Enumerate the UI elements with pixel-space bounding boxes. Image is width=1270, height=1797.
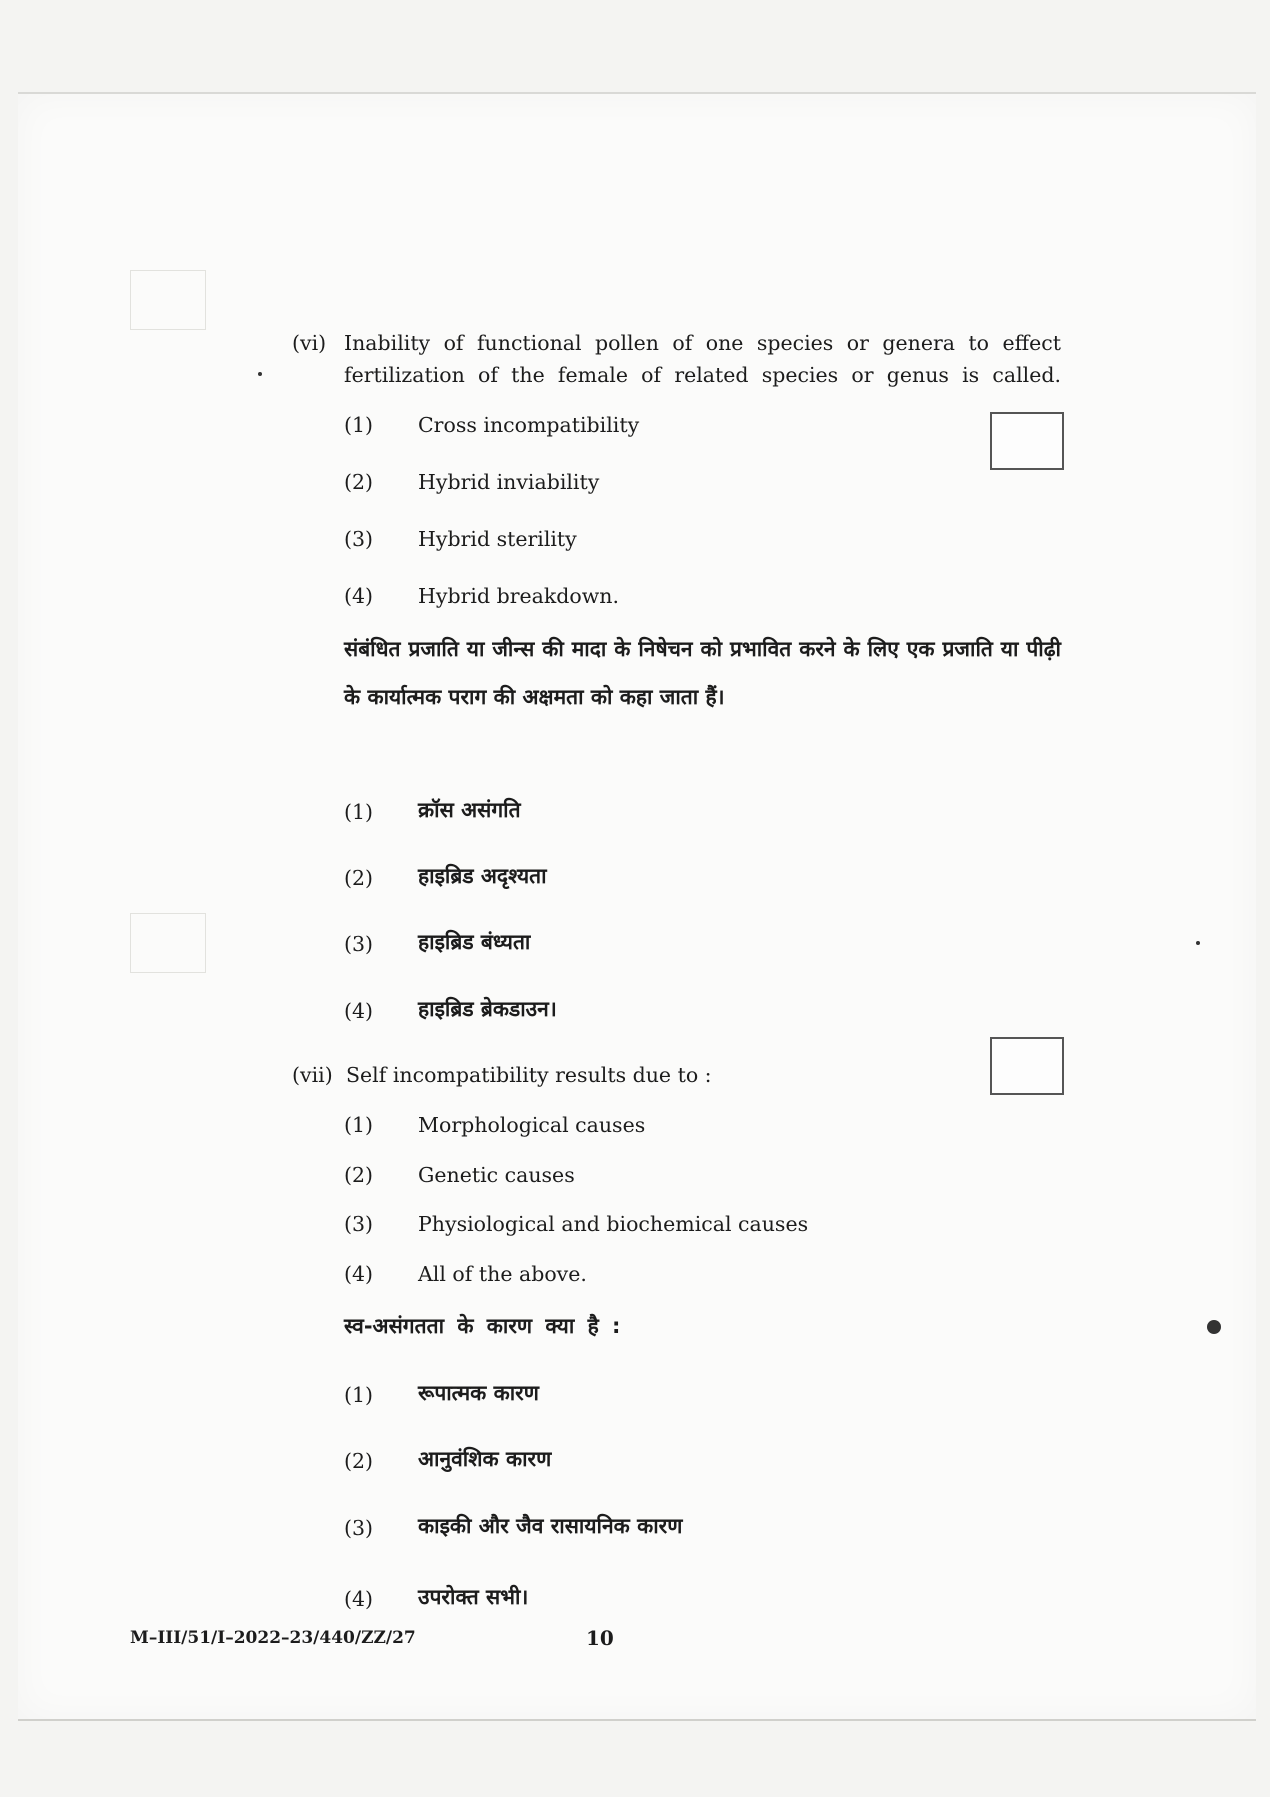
option-number: (3) <box>344 527 374 551</box>
option-morphological-causes-hindi: रूपात्मक कारण <box>418 1381 539 1405</box>
option-hybrid-inviability-hindi: हाइब्रिड अदृश्यता <box>418 864 547 888</box>
option-number: (4) <box>344 1587 374 1611</box>
page-number: 10 <box>586 1626 614 1650</box>
option-number: (2) <box>344 470 374 494</box>
option-cross-incompatibility-hindi: क्रॉस असंगति <box>418 798 521 822</box>
question-text-vii: Self incompatibility results due to : <box>346 1063 712 1087</box>
option-hybrid-breakdown-hindi: हाइब्रिड ब्रेकडाउन। <box>418 997 557 1021</box>
option-all-of-the-above: All of the above. <box>418 1262 587 1286</box>
answer-box-vi[interactable] <box>990 412 1064 470</box>
option-morphological-causes: Morphological causes <box>418 1113 646 1137</box>
option-number: (2) <box>344 1163 374 1187</box>
option-all-of-the-above-hindi: उपरोक्त सभी। <box>418 1585 529 1609</box>
option-physiological-biochemical-causes: Physiological and biochemical causes <box>418 1212 809 1236</box>
answer-box-vii[interactable] <box>990 1037 1064 1095</box>
option-number: (4) <box>344 999 374 1023</box>
option-cross-incompatibility: Cross incompatibility <box>418 413 640 437</box>
option-number: (1) <box>344 1113 374 1137</box>
option-hybrid-sterility-hindi: हाइब्रिड बंध्यता <box>418 930 531 954</box>
option-number: (2) <box>344 866 374 890</box>
option-genetic-causes: Genetic causes <box>418 1163 575 1187</box>
option-hybrid-inviability: Hybrid inviability <box>418 470 600 494</box>
question-number-vi: (vi) <box>292 331 327 355</box>
option-number: (1) <box>344 800 374 824</box>
question-text-vii-hindi: स्व-असंगतता के कारण क्या है : <box>344 1314 621 1338</box>
scan-speck <box>1196 941 1200 945</box>
question-number-vii: (vii) <box>292 1063 333 1087</box>
ghost-box-top <box>130 270 206 330</box>
option-number: (3) <box>344 1516 374 1540</box>
question-text-vi-hindi: संबंधित प्रजाति या जीन्स की मादा के निषेचन को प्रभावित करने के लिए एक प्रजाति या पीढ़ी के कार्यात्मक पराग की अक्षमता को कहा जाता हैं। <box>344 637 1061 709</box>
option-hybrid-sterility: Hybrid sterility <box>418 527 577 551</box>
option-number: (4) <box>344 584 374 608</box>
scan-speck <box>258 372 262 376</box>
paper-code: M–III/51/I–2022–23/440/ZZ/27 <box>130 1628 416 1648</box>
option-number: (1) <box>344 1383 374 1407</box>
option-number: (4) <box>344 1262 374 1286</box>
option-number: (1) <box>344 413 374 437</box>
option-physiological-biochemical-causes-hindi: काइकी और जैव रासायनिक कारण <box>418 1514 683 1538</box>
option-genetic-causes-hindi: आनुवंशिक कारण <box>418 1447 552 1471</box>
option-number: (2) <box>344 1449 374 1473</box>
scan-speck <box>1207 1320 1221 1334</box>
option-number: (3) <box>344 932 374 956</box>
option-hybrid-breakdown: Hybrid breakdown. <box>418 584 620 608</box>
option-number: (3) <box>344 1212 374 1236</box>
question-text-vi: Inability of functional pollen of one species or genera to effect fertilization of the female of related species or genus is called. <box>344 331 1061 387</box>
ghost-box-middle <box>130 913 206 973</box>
